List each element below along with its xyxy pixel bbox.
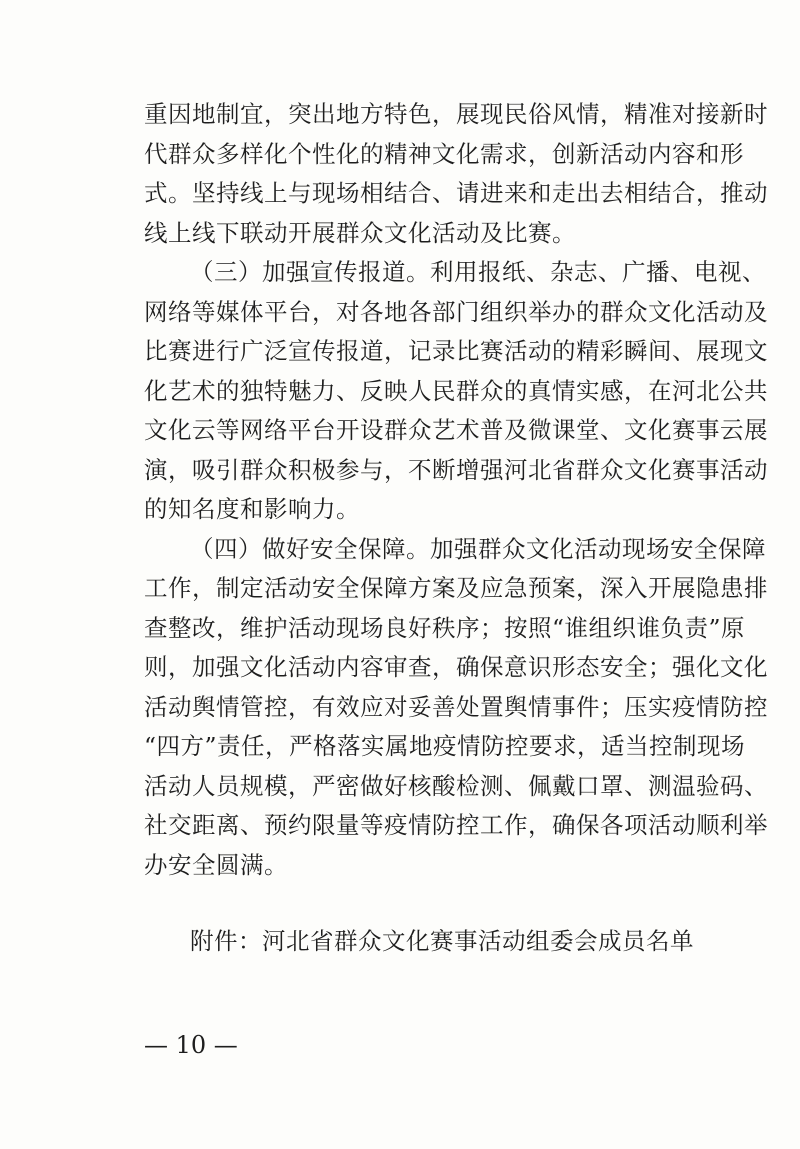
paragraph-3-line-7: 活动人员规模，严密做好核酸检测、佩戴口罩、测温验码、 <box>144 771 768 800</box>
page-number: — 10 — <box>144 1031 238 1059</box>
paragraph-1-line-1: 重因地制宜，突出地方特色，展现民俗风情，精准对接新时 <box>144 100 768 128</box>
paragraph-3-line-9: 办安全圆满。 <box>144 850 288 879</box>
paragraph-2-line-6: 演，吸引群众积极参与，不断增强河北省群众文化赛事活动 <box>144 455 768 484</box>
paragraph-2-line-2: 网络等媒体平台，对各地各部门组织举办的群众文化活动及 <box>144 297 768 326</box>
paragraph-3-line-4: 则，加强文化活动内容审查，确保意识形态安全；强化文化 <box>144 653 768 681</box>
paragraph-3-line-6: “四方”责任，严格落实属地疫情防控要求，适当控制现场 <box>144 732 746 760</box>
paragraph-2-line-1: （三）加强宣传报道。利用报纸、杂志、广播、电视、 <box>190 258 766 286</box>
paragraph-2-line-5: 文化云等网络平台开设群众艺术普及微课堂、文化赛事云展 <box>144 416 768 444</box>
paragraph-3-line-8: 社交距离、预约限量等疫情防控工作，确保各项活动顺利举 <box>144 811 768 839</box>
paragraph-1-line-4: 线上线下联动开展群众文化活动及比赛。 <box>144 218 576 247</box>
paragraph-2-line-3: 比赛进行广泛宣传报道，记录比赛活动的精彩瞬间、展现文 <box>144 337 768 365</box>
paragraph-1-line-3: 式。坚持线上与现场相结合、请进来和走出去相结合，推动 <box>144 179 768 207</box>
paragraph-2-line-7: 的知名度和影响力。 <box>144 495 360 523</box>
paragraph-1-line-2: 代群众多样化个性化的精神文化需求，创新活动内容和形 <box>144 139 744 168</box>
paragraph-3-line-1: （四）做好安全保障。加强群众文化活动现场安全保障 <box>190 534 766 563</box>
attachment-note: 附件：河北省群众文化赛事活动组委会成员名单 <box>190 927 694 955</box>
paragraph-3-line-3: 查整改，维护活动现场良好秩序；按照“谁组织谁负责”原 <box>144 613 746 642</box>
paragraph-2-line-4: 化艺术的独特魅力、反映人民群众的真情实感，在河北公共 <box>144 376 768 405</box>
paragraph-3-line-2: 工作，制定活动安全保障方案及应急预案，深入开展隐患排 <box>144 574 768 602</box>
paragraph-3-line-5: 活动舆情管控，有效应对妥善处置舆情事件；压实疫情防控 <box>144 692 768 721</box>
